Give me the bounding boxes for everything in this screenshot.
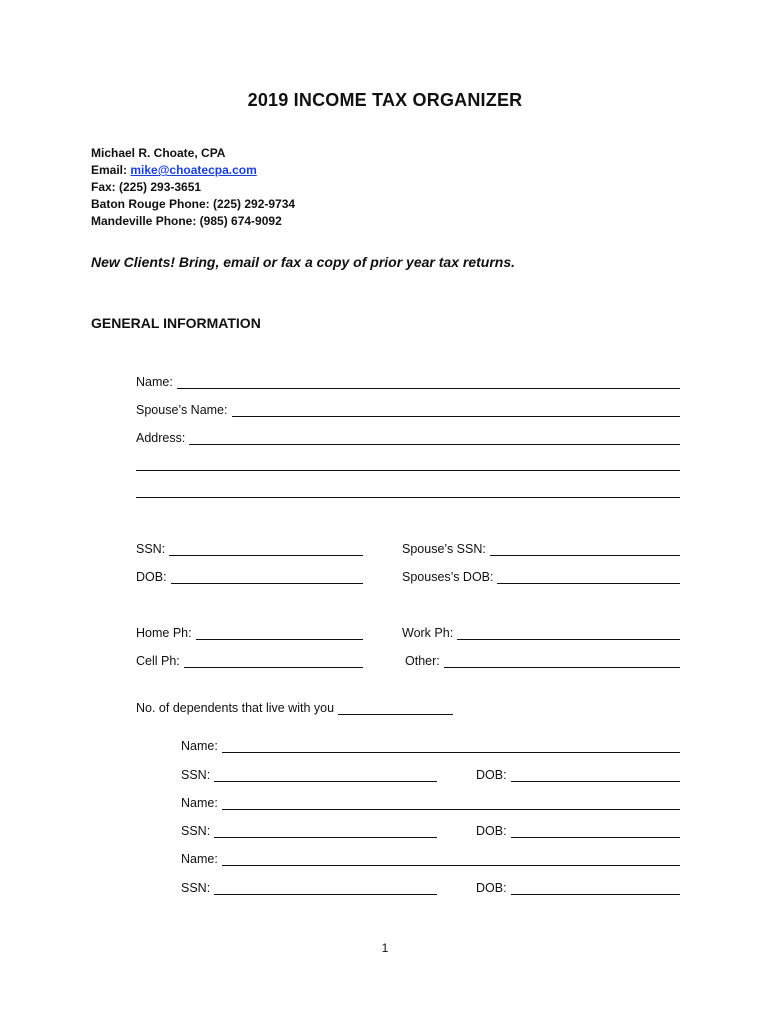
mandeville-phone: Mandeville Phone: (985) 674-9092 [91,214,282,228]
dob-label: DOB: [136,570,167,584]
spouse-ssn-field[interactable] [402,538,680,556]
preparer-name: Michael R. Choate, CPA [91,146,226,160]
spouse-dob-field[interactable] [402,566,680,584]
dependent-3-ssn-field[interactable] [181,877,437,895]
spouse-dob-input-line[interactable] [497,571,680,584]
ssn-field[interactable] [136,538,363,556]
dependent-dob-input-line[interactable] [511,825,680,838]
spouse-name-label: Spouse’s Name: [136,403,228,417]
spouse-name-input-line[interactable] [232,404,681,417]
dependent-1-dob-field[interactable] [476,764,680,782]
dependent-dob-label: DOB: [476,881,507,895]
dependent-3-name-field[interactable] [181,848,680,866]
dependent-ssn-label: SSN: [181,768,211,782]
dependent-3-dob-field[interactable] [476,877,680,895]
other-phone-input-line[interactable] [444,655,680,668]
dependent-ssn-label: SSN: [181,824,211,838]
dependent-ssn-input-line[interactable] [214,825,437,838]
home-phone-field[interactable] [136,622,363,640]
dependent-ssn-label: SSN: [181,881,211,895]
dependent-1-ssn-field[interactable] [181,764,437,782]
dependent-name-label: Name: [181,852,218,866]
name-label: Name: [136,375,173,389]
email-line [91,162,295,179]
dependent-dob-label: DOB: [476,768,507,782]
dependent-name-label: Name: [181,796,218,810]
dependent-1-name-field[interactable] [181,735,680,753]
address-line-3[interactable] [136,497,680,498]
other-phone-label: Other: [405,654,440,668]
dependent-name-input-line[interactable] [222,797,680,810]
ssn-label: SSN: [136,542,166,556]
cell-phone-label: Cell Ph: [136,654,180,668]
email-link[interactable]: mike@choatecpa.com [130,163,257,177]
page-title: 2019 INCOME TAX ORGANIZER [247,90,523,110]
dependents-count-input-line[interactable] [338,702,453,715]
address-line-2[interactable] [136,470,680,471]
spouse-ssn-label: Spouse’s SSN: [402,542,486,556]
dependents-count-field[interactable] [136,697,453,715]
ssn-input-line[interactable] [169,543,363,556]
dependent-dob-input-line[interactable] [511,882,680,895]
dependent-dob-label: DOB: [476,824,507,838]
dependents-count-label: No. of dependents that live with you [136,701,335,715]
spouse-ssn-input-line[interactable] [490,543,680,556]
dependent-name-input-line[interactable] [222,853,680,866]
dependent-2-dob-field[interactable] [476,820,680,838]
other-phone-field[interactable] [405,650,680,668]
work-phone-field[interactable] [402,622,680,640]
contact-block [91,145,295,230]
section-heading: GENERAL INFORMATION [91,315,261,331]
spouse-dob-label: Spouses’s DOB: [402,570,494,584]
home-phone-input-line[interactable] [196,627,363,640]
dependent-name-input-line[interactable] [222,740,680,753]
dependent-name-label: Name: [181,739,218,753]
dob-input-line[interactable] [171,571,363,584]
work-phone-input-line[interactable] [457,627,680,640]
address-label: Address: [136,431,186,445]
cell-phone-field[interactable] [136,650,363,668]
cell-phone-input-line[interactable] [184,655,363,668]
name-input-line[interactable] [177,376,680,389]
dependent-dob-input-line[interactable] [511,769,680,782]
spouse-name-field[interactable] [136,399,680,417]
dependent-2-ssn-field[interactable] [181,820,437,838]
dependent-ssn-input-line[interactable] [214,882,437,895]
name-field[interactable] [136,371,680,389]
fax-line: Fax: (225) 293-3651 [91,180,202,194]
dob-field[interactable] [136,566,363,584]
dependent-2-name-field[interactable] [181,792,680,810]
page-number: 1 [381,941,389,955]
work-phone-label: Work Ph: [402,626,454,640]
email-label: Email: [91,163,128,177]
baton-rouge-phone: Baton Rouge Phone: (225) 292-9734 [91,197,296,211]
address-field[interactable] [136,427,680,445]
new-clients-note: New Clients! Bring, email or fax a copy of prior year tax returns. [91,254,516,270]
address-input-line[interactable] [189,432,680,445]
dependent-ssn-input-line[interactable] [214,769,437,782]
home-phone-label: Home Ph: [136,626,192,640]
